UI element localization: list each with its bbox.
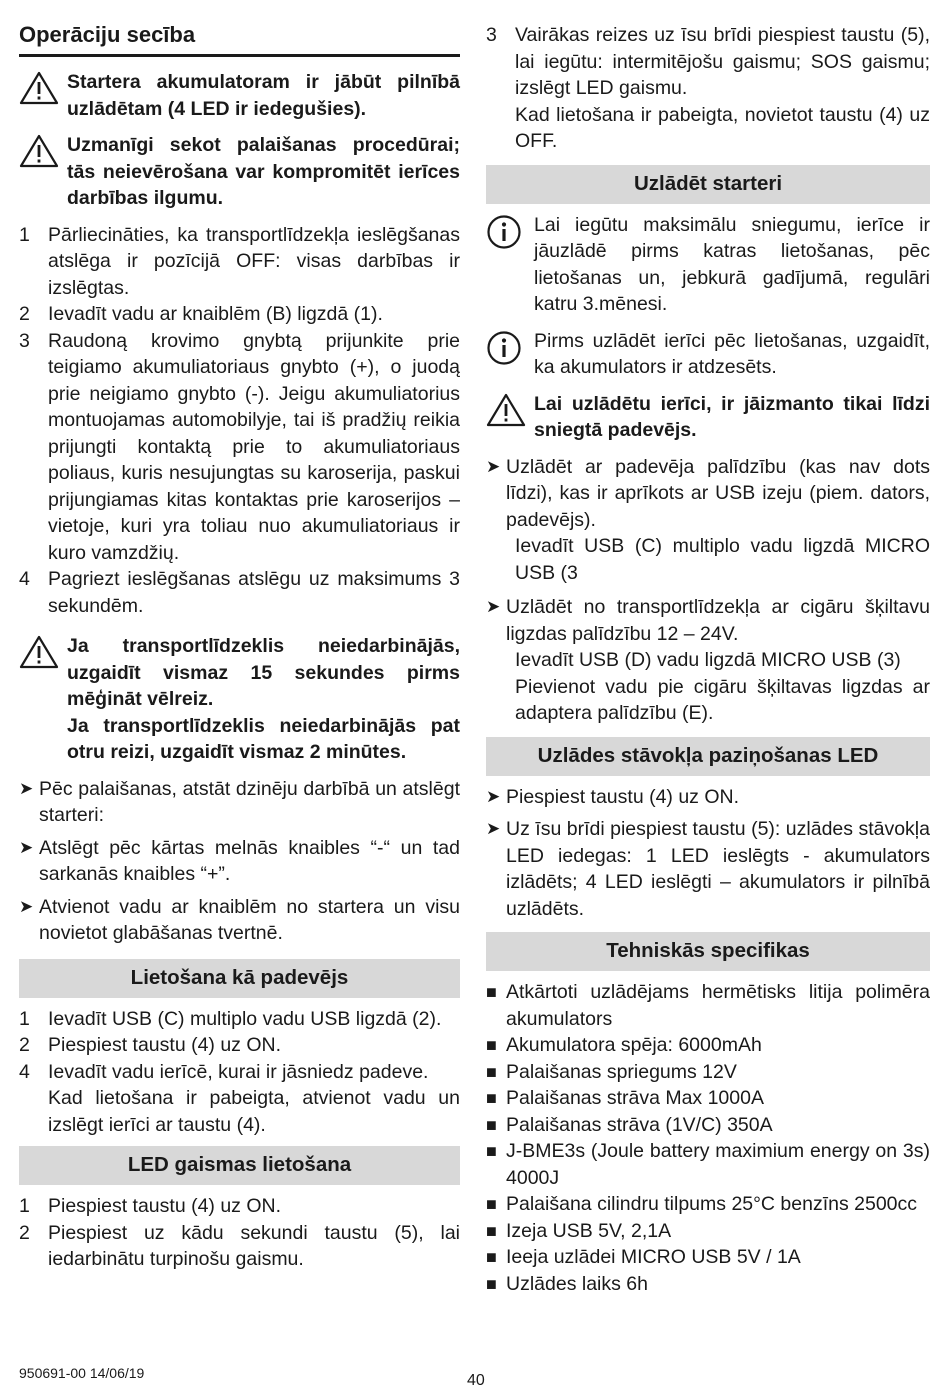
step-text: Vairākas reizes uz īsu brīdi piespiest taustu (5), lai iegūtu: intermitējošu gaismu; SOS gaismu; izslēgt LED gaismu. (515, 24, 930, 99)
warning-text: Uzmanīgi sekot palaišanas procedūrai; tās neievērošana var kompromitēt ierīces darbības ilgumu. (67, 134, 460, 209)
spec-text: J-BME3s (Joule battery maximium energy on 3s) 4000J (506, 1140, 930, 1189)
section-title-technical-specs: Tehniskās specifikas (486, 932, 930, 971)
bullet-body (506, 594, 930, 727)
list-item (19, 222, 460, 302)
warning-note-retry (19, 633, 460, 766)
list-item (19, 894, 460, 947)
square-bullet-icon: ■ (486, 1114, 497, 1135)
bullet-body (506, 454, 930, 587)
arrowhead-bullet-icon: ➤ (19, 896, 34, 916)
info-text: Lai iegūtu maksimālu sniegumu, ierīce ir jāuzlādē pirms katras lietošanas, pēc lietošanas un, jebkurā gadījumā, regulāri katru 3.mēnesi. (534, 213, 930, 315)
step-number: 3 (486, 24, 497, 46)
arrowhead-bullet-icon: ➤ (486, 597, 501, 616)
info-circle-icon (486, 328, 534, 381)
bullet-text: Uzlādēt no transportlīdzekļa ar cigāru šķiltavu ligzdas palīdzību 12 – 24V. (506, 596, 930, 645)
info-note-cooldown (486, 328, 930, 381)
step-text: Piespiest taustu (4) uz ON. (48, 1034, 282, 1056)
spec-text: Atkārtoti uzlādējams hermētisks litija polimēra akumulators (506, 981, 930, 1030)
arrowhead-bullet-icon: ➤ (19, 837, 34, 857)
spec-text: Ieeja uzlādei MICRO USB 5V / 1A (506, 1246, 801, 1268)
list-item (486, 454, 930, 587)
bullet-text: Atvienot vadu ar knaiblēm no startera un visu novietot glabāšanas tvertnē. (39, 895, 460, 944)
bullet-text: Atslēgt pēc kārtas melnās knaibles “-“ un tad sarkanās knaibles “+”. (39, 836, 460, 885)
warning-triangle-icon (19, 633, 67, 766)
bullet-text: Pēc palaišanas, atstāt dzinēju darbībā un atslēgt starteri: (39, 777, 460, 826)
spec-item (486, 1032, 930, 1059)
list-item (486, 816, 930, 922)
list-item (19, 835, 460, 888)
step-number: 2 (19, 1221, 30, 1244)
square-bullet-icon: ■ (486, 1273, 497, 1294)
warning-text (67, 633, 460, 766)
warning-text: Lai uzlādētu ierīci, ir jāizmanto tikai līdzi sniegtā padevējs. (534, 392, 930, 441)
list-item (19, 1032, 460, 1059)
bullet-subtext: Ievadīt USB (D) vadu ligzdā MICRO USB (3) (515, 649, 901, 671)
square-bullet-icon: ■ (486, 1088, 497, 1108)
square-bullet-icon: ■ (486, 1061, 497, 1082)
warning-note-supplied-charger (486, 391, 930, 444)
list-item (19, 301, 460, 328)
list-item (19, 328, 460, 567)
bullet-text: Uzlādēt ar padevēja palīdzību (kas nav dots līdzi), kas ir aprīkots ar USB izeju (piem. dators, padevējs). (506, 455, 930, 531)
square-bullet-icon: ■ (486, 1247, 497, 1267)
spec-text: Izeja USB 5V, 2,1A (506, 1219, 672, 1242)
info-note-performance (486, 212, 930, 318)
list-item (486, 22, 930, 102)
spec-item (486, 1112, 930, 1139)
step-text: Ievadīt USB (C) multiplo vadu USB ligzdā (2). (48, 1007, 442, 1030)
warning-triangle-icon (486, 391, 534, 444)
spec-text: Uzlādes laiks 6h (506, 1272, 648, 1295)
arrowhead-bullet-icon: ➤ (486, 819, 501, 838)
document-code: 950691-00 14/06/19 (19, 1365, 145, 1381)
spec-text: Akumulatora spēja: 6000mAh (506, 1034, 762, 1056)
list-item (19, 566, 460, 619)
step-number: 2 (19, 1034, 30, 1056)
square-bullet-icon: ■ (486, 982, 497, 1002)
list-item (486, 594, 930, 727)
page-number: 40 (467, 1372, 485, 1389)
section-title-charging: Uzlādēt starteri (486, 165, 930, 204)
step-number: 1 (19, 223, 30, 246)
spec-text: Palaišanas spriegums 12V (506, 1060, 737, 1083)
warning-text-first: Ja transportlīdzeklis neiedarbinājās, uzgaidīt vismaz 15 sekundes pirms mēģināt vēlreiz. (67, 635, 460, 710)
spec-text: Palaišanas strāva (1V/C) 350A (506, 1113, 773, 1136)
list-item (19, 1220, 460, 1273)
warning-triangle-icon (19, 132, 67, 212)
step-text: Piespiest taustu (4) uz ON. (48, 1195, 282, 1217)
step-number: 3 (19, 329, 30, 352)
info-circle-icon (486, 212, 534, 318)
bullet-text: Uz īsu brīdi piespiest taustu (5): uzlādes stāvokļa LED iedegas: 1 LED ieslēgts - akumulators izlādēts; 4 LED ieslēgti – akumulators ir pilnībā uzlādēts. (506, 818, 930, 920)
info-text: Pirms uzlādēt ierīci pēc lietošanas, uzgaidīt, ka akumulators ir atdzesēts. (534, 329, 930, 378)
step-text: Raudoną krovimo gnybtą prijunkite prie teigiamo akumuliatoriaus gnybto (+), o juodą prie neigiamo gnybto (-). Jeigu akumuliatorius montuojamas automobilyje, tai iš pradžių reikia prijungti kontaktą prie to akumuliatoriaus poliaus, kuris nesujungtas su karoserija, paskui prijungiamas kitas kontaktas prie karoserijos – vietoje, kuri yra toliau nuo akumuliatoriaus ir kuro vamzdžių. (48, 329, 460, 564)
section-title-operations: Operāciju secība (19, 22, 460, 57)
step-text: Piespiest uz kādu sekundi taustu (5), lai iedarbinātu turpinošu gaismu. (48, 1221, 460, 1270)
spec-item (486, 1191, 930, 1218)
warning-text: Startera akumulatoram ir jābūt pilnībā uzlādētam (4 LED ir iedegušies). (67, 71, 460, 120)
spec-item (486, 1138, 930, 1191)
list-item (19, 1193, 460, 1220)
step-continuation: Kad lietošana ir pabeigta, novietot taustu (4) uz OFF. (515, 103, 930, 152)
square-bullet-icon: ■ (486, 1141, 497, 1161)
spec-item (486, 1244, 930, 1271)
step-number: 1 (19, 1007, 30, 1030)
spec-text: Palaišana cilindru tilpums 25°C benzīns 2500cc (506, 1193, 918, 1215)
step-number: 4 (19, 568, 30, 590)
section-title-charge-status-led: Uzlādes stāvokļa paziņošanas LED (486, 737, 930, 776)
step-text: Pārliecināties, ka transportlīdzekļa ieslēgšanas atslēga ir pozīcijā OFF: visas darbības ir izslēgtas. (48, 223, 460, 299)
arrowhead-bullet-icon: ➤ (486, 786, 501, 806)
spec-item (486, 1085, 930, 1112)
bullet-subtext: Pievienot vadu pie cigāru šķiltavas ligzdas ar adaptera palīdzību (E). (515, 675, 930, 724)
left-column (19, 20, 460, 1273)
step-continuation: Kad lietošana ir pabeigta, atvienot vadu un izslēgt ierīci ar taustu (4). (48, 1087, 460, 1136)
warning-note-charged (19, 69, 460, 122)
arrowhead-bullet-icon: ➤ (19, 778, 34, 798)
spec-item (486, 1218, 930, 1245)
step-number: 1 (19, 1195, 30, 1217)
list-item (19, 776, 460, 829)
spec-item (486, 979, 930, 1032)
step-text: Pagriezt ieslēgšanas atslēgu uz maksimums 3 sekundēm. (48, 568, 460, 617)
right-column (486, 22, 930, 1297)
list-item (486, 784, 930, 811)
list-item (19, 1059, 460, 1086)
spec-item (486, 1059, 930, 1086)
step-text: Ievadīt vadu ierīcē, kurai ir jāsniedz padeve. (48, 1060, 429, 1083)
step-number: 4 (19, 1060, 30, 1083)
square-bullet-icon: ■ (486, 1220, 497, 1241)
list-item (19, 1006, 460, 1033)
bullet-subtext: Ievadīt USB (C) multiplo vadu ligzdā MICRO USB (3 (515, 535, 930, 584)
section-title-power-supply: Lietošana kā padevējs (19, 959, 460, 998)
square-bullet-icon: ■ (486, 1035, 497, 1055)
arrowhead-bullet-icon: ➤ (486, 456, 501, 476)
step-number: 2 (19, 303, 30, 325)
square-bullet-icon: ■ (486, 1194, 497, 1214)
section-title-led-light: LED gaismas lietošana (19, 1146, 460, 1185)
spec-text: Palaišanas strāva Max 1000A (506, 1087, 764, 1109)
warning-text-second: Ja transportlīdzeklis neiedarbinājās pat otru reizi, uzgaidīt vismaz 2 minūtes. (67, 714, 460, 763)
bullet-text: Piespiest taustu (4) uz ON. (506, 785, 740, 808)
spec-item (486, 1271, 930, 1298)
step-text: Ievadīt vadu ar knaiblēm (B) ligzdā (1). (48, 303, 383, 325)
warning-note-procedure (19, 132, 460, 212)
warning-triangle-icon (19, 69, 67, 122)
